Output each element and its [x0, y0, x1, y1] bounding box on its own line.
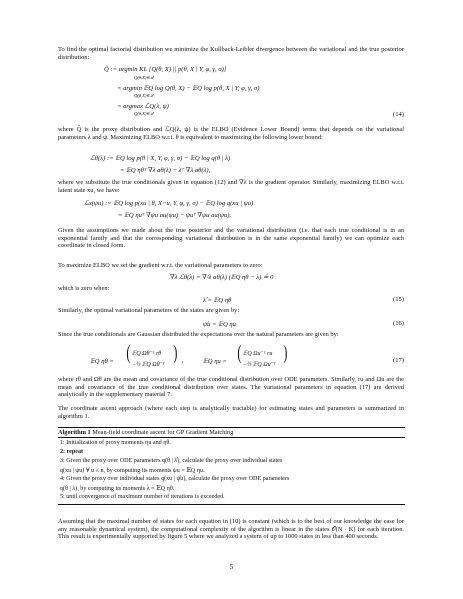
intro-paragraph: To find the optimal factorial distribution we minimize the Kullback-Leibler divergence between the variational and the true posterior distribution:	[58, 46, 404, 61]
eq16-number: (16)	[393, 320, 404, 327]
eq14-number: (14)	[393, 111, 404, 118]
page-number: 5	[229, 563, 234, 571]
algorithm-line-1: 1: Initialization of proxy moments ηu and ηθ.	[60, 440, 171, 446]
algorithm-title-rule	[58, 437, 405, 438]
eq17-m1-top: 𝔼Q Ωθ⁻¹ rθ	[132, 351, 162, 357]
eq15-number: (15)	[393, 296, 404, 303]
eq14-line2-sub: Q(θ,X)∈𝒬	[134, 93, 154, 98]
final-paragraph: Assuming that the maximal number of states for each equation in (10) is constant (which is to the best of our knowledge the case for any reasonable dynamical system), the computational complexity of the algorithm is linear in the states 𝒪(N · K) for each iteration. This result is experimentally supported by figure 5 where we analyzed a system of up to 1000 states in less than 400 seconds.	[58, 518, 404, 541]
eq16: ψ̂u = 𝔼Q ηu	[203, 321, 236, 328]
eq17-comma: ,	[182, 357, 184, 364]
lower-bound-line2: = 𝔼Q ηθᵀ ∇λ aθ(λ) − λᵀ ∇λ aθ(λ),	[120, 167, 211, 174]
algorithm-title-rest: Mean-field coordinate ascent for GP Gradient Matching	[90, 429, 234, 436]
algorithm-title	[58, 429, 233, 436]
algorithm-line-3-cont: q(xu | ψu) ∀ u ≤ n, by computing its moments ψu = 𝔼Q ηu.	[60, 468, 205, 474]
gradient-intro: To maximize ELBO we set the gradient w.r.t. the variational parameters to zero:	[58, 262, 263, 269]
eq17-m2-top: 𝔼Q Ωu⁻¹ ru	[243, 351, 273, 357]
gradient-equation: ∇λ ℒθ(λ) = ∇²λ aθ(λ) (𝔼Q ηθ − λ) ≟ 0	[170, 274, 274, 281]
assumptions-paragraph: Given the assumptions we made about the true posterior and the variational distribution (i.e. that each true conditional is in an exponential family and that the corresponding variational distribution is in the same exponential family) we can optimize each coordinate in closed form.	[58, 227, 404, 250]
state-bound-line2: = 𝔼Q ηuᵀ ∇ψu au(ψu) − ψuᵀ ∇ψu au(ψu).	[118, 212, 232, 219]
eq17-paren-left-1: (	[126, 342, 131, 364]
algorithm-bottom-rule	[58, 504, 405, 505]
eq17-number: (17)	[393, 357, 404, 364]
algorithm-line-2: 2: repeat	[60, 449, 84, 455]
eq17-lhs2: 𝔼Q ηu =	[203, 358, 227, 365]
eq14-line1-sub: Q(θ,X)∈𝒬	[134, 75, 154, 80]
eq17-paren-right-2: )	[283, 342, 288, 364]
eq17-m2-bot: −½ 𝔼Q Ωu⁻¹	[243, 362, 276, 368]
eq15: λ̂ = 𝔼Q ηθ	[203, 297, 232, 304]
eq14-line3-sub: Q(θ,X)∈𝒬	[134, 111, 154, 116]
similarly-text: Similarly, the optimal variational parameters of the states are given by:	[58, 307, 240, 314]
substitution-paragraph: where we substitute the true conditionals given in equation (12) and ∇λ is the gradient operator. Similarly, maximizing ELBO w.r.t. latent state xu, we have:	[58, 179, 404, 194]
gaussian-paragraph: Since the true conditionals are Gaussian distributed the expectations over the natural parameters are given by:	[58, 331, 339, 338]
algorithm-title-bold: Algorithm 1	[58, 429, 91, 436]
state-bound-line1: ℒx(ψu) := 𝔼Q log p(xu | θ, X−u, Y, φ, γ, σ) − 𝔼Q log q(xu | ψu)	[84, 200, 254, 207]
algorithm-line-4: 4: Given the proxy over individual states q(xu | ψ̂u), calculate the proxy over ODE parameters	[60, 476, 290, 482]
eq14-line3: = argmax ℒQ(λ, ψ)	[117, 103, 169, 110]
algorithm-line-4-cont: q(θ | λ), by computing its moments λ = 𝔼Q ηθ.	[60, 486, 175, 492]
eq17-m1-bot: −½ 𝔼Q Ωθ⁻¹	[132, 362, 165, 368]
elbo-paragraph: where Q̂ is the proxy distribution and ℒQ(λ, ψ) is the ELBO (Evidence Lower Bound) terms that depends on the variational parameters λ and ψ. Maximizing ELBO w.r.t. θ is equivalent to maximizing the following lower bound:	[58, 126, 404, 141]
algorithm-top-rule	[58, 427, 405, 428]
algorithm-line-5: 5: until convergence of maximum number of iterations is exceeded.	[60, 494, 225, 500]
eq17-paren-right-1: )	[173, 342, 178, 364]
where-paragraph: where rθ and Ωθ are the mean and covariance of the true conditional distribution over ODE parameters. Similarly, ru and Ωu are the mean and covariance of the true conditional distribution over states. The variational parameters in equation (17) are derived analytically in the supplementary material 7.	[58, 376, 404, 399]
zero-when-text: which is zero when:	[58, 285, 110, 292]
eq17-lhs1: 𝔼Q ηθ =	[90, 358, 114, 365]
eq14-line1: Q̂ := argmin KL [Q(θ, X) || p(θ, X | Y, φ, γ, σ)]	[104, 66, 227, 73]
lower-bound-line1: ℒθ(λ) := 𝔼Q log p(θ | X, Y, φ, γ, σ) − 𝔼Q log q(θ | λ)	[90, 155, 231, 162]
coordinate-paragraph: The coordinate ascent approach (where each step is analytically tractable) for estimating states and parameters is summarized in algorithm 1.	[58, 405, 404, 420]
eq17-paren-left-2: (	[237, 342, 242, 364]
eq14-line2: = argmin 𝔼Q log Q(θ, X) − 𝔼Q log p(θ, X | Y, φ, γ, σ)	[117, 85, 260, 92]
algorithm-line-3: 3: Given the proxy over ODE parameters q(θ | λ̂), calculate the proxy over individual states	[60, 458, 283, 464]
